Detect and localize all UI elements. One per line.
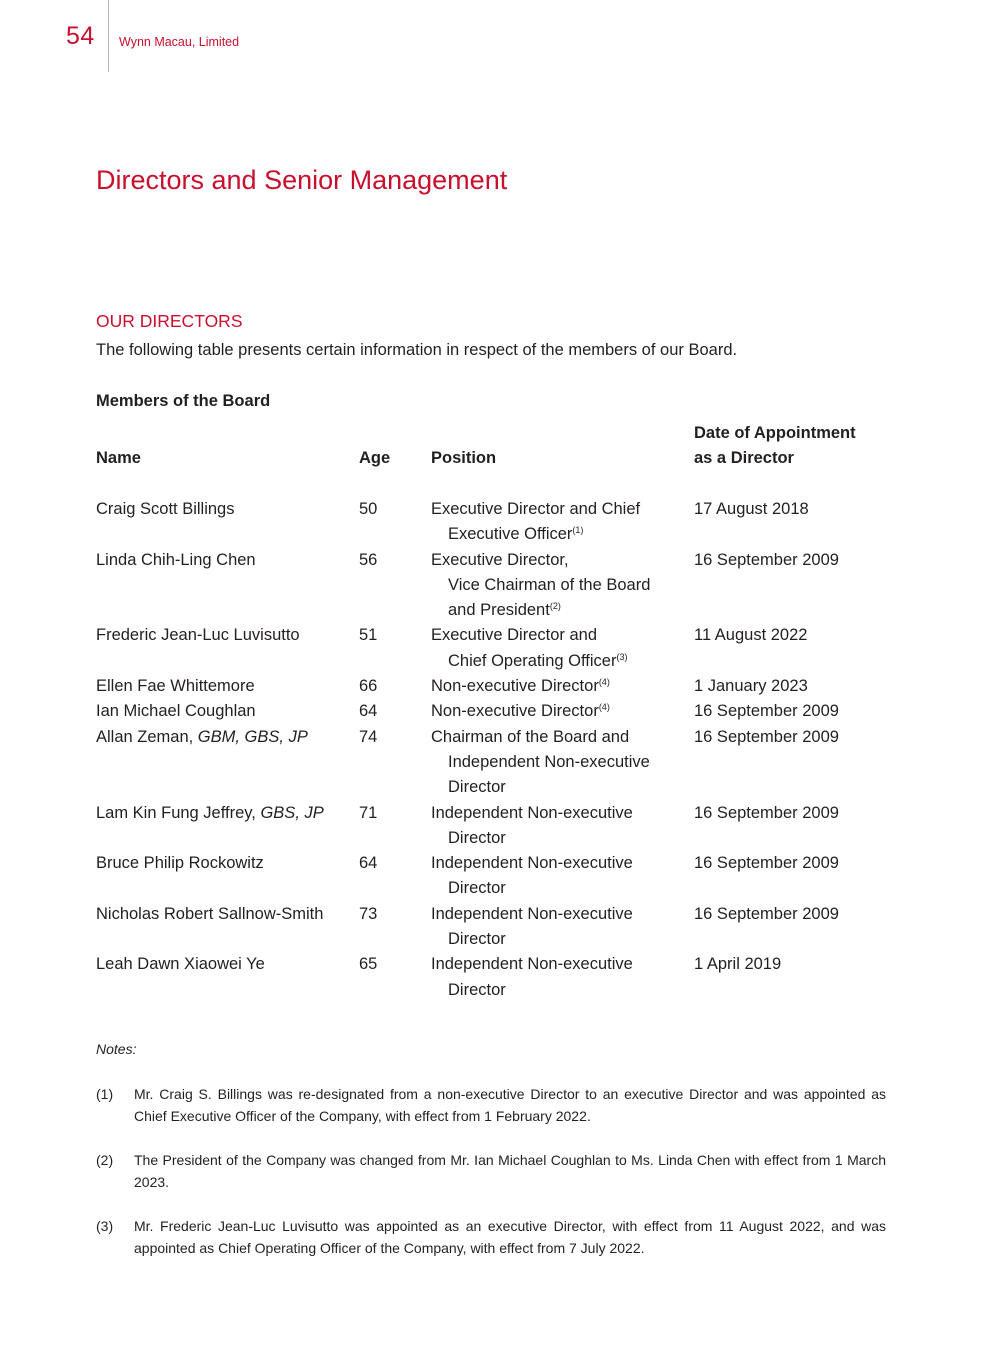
director-name-text: Allan Zeman, bbox=[96, 727, 198, 746]
note-item bbox=[96, 1083, 886, 1127]
page-number: 54 bbox=[66, 22, 95, 50]
note-number: (3) bbox=[96, 1218, 114, 1234]
position-line-text: Executive Director and bbox=[431, 626, 597, 645]
header-date-line1: Date of Appointment bbox=[694, 424, 856, 442]
note-text: Mr. Frederic Jean-Luc Luvisutto was appointed as an executive Director, with effect from 11 August 2022, and was appointed as Chief Operating Officer of the Company, with effect from 7 July 2022. bbox=[134, 1218, 886, 1256]
position-line bbox=[431, 522, 694, 547]
notes-label: Notes: bbox=[96, 1041, 137, 1057]
position-line-text: Director bbox=[448, 879, 506, 898]
director-name bbox=[96, 902, 359, 953]
company-name: Wynn Macau, Limited bbox=[119, 35, 240, 49]
director-age: 64 bbox=[359, 702, 378, 721]
director-position bbox=[431, 497, 694, 548]
director-position bbox=[431, 623, 694, 674]
position-line bbox=[431, 876, 694, 901]
appointment-date: 17 August 2018 bbox=[694, 500, 809, 518]
director-name-text: Ellen Fae Whittemore bbox=[96, 677, 255, 696]
director-name-text: Ian Michael Coughlan bbox=[96, 702, 256, 721]
position-line bbox=[431, 952, 694, 977]
director-name bbox=[96, 497, 359, 548]
director-position bbox=[431, 902, 694, 953]
position-line bbox=[431, 598, 694, 623]
director-age: 66 bbox=[359, 677, 378, 696]
position-line-text: Director bbox=[448, 930, 506, 949]
position-line-text: Director bbox=[448, 828, 506, 847]
appointment-date: 16 September 2009 bbox=[694, 550, 839, 569]
position-line bbox=[431, 902, 694, 927]
director-age: 65 bbox=[359, 955, 378, 974]
position-line bbox=[431, 801, 694, 826]
position-line bbox=[431, 927, 694, 952]
director-age: 71 bbox=[359, 803, 378, 822]
position-line-text: Independent Non-executive bbox=[431, 904, 633, 923]
position-line-text: Chairman of the Board and bbox=[431, 727, 630, 746]
position-line bbox=[431, 649, 694, 674]
table-row bbox=[96, 801, 896, 852]
position-line-text: Independent Non-executive bbox=[431, 955, 633, 974]
director-name bbox=[96, 851, 359, 902]
header-position: Position bbox=[431, 449, 497, 467]
table-row bbox=[96, 952, 896, 1003]
footnote-ref: (4) bbox=[598, 677, 610, 688]
position-line-text: Executive Officer bbox=[448, 525, 573, 544]
position-line-text: Independent Non-executive bbox=[431, 803, 633, 822]
table-row bbox=[96, 623, 896, 674]
position-line bbox=[431, 978, 694, 1003]
table-row bbox=[96, 699, 896, 724]
page-title: Directors and Senior Management bbox=[96, 165, 508, 195]
director-age: 64 bbox=[359, 854, 378, 873]
position-line bbox=[431, 725, 694, 750]
note-number: (2) bbox=[96, 1152, 114, 1168]
position-line-text: Chief Operating Officer bbox=[448, 651, 617, 670]
appointment-date: 16 September 2009 bbox=[694, 727, 839, 746]
director-age: 51 bbox=[359, 626, 378, 645]
position-line bbox=[431, 497, 694, 522]
table-row bbox=[96, 902, 896, 953]
director-name bbox=[96, 548, 359, 624]
director-position bbox=[431, 674, 694, 699]
footnote-ref: (3) bbox=[616, 651, 628, 662]
position-line-text: Director bbox=[448, 778, 506, 797]
director-position bbox=[431, 548, 694, 624]
position-line-text: Director bbox=[448, 980, 506, 999]
director-honours: GBS, JP bbox=[260, 803, 324, 822]
appointment-date: 16 September 2009 bbox=[694, 803, 839, 822]
position-line-text: Vice Chairman of the Board bbox=[448, 575, 651, 594]
position-line bbox=[431, 750, 694, 775]
director-age: 73 bbox=[359, 904, 378, 923]
director-age: 74 bbox=[359, 727, 378, 746]
position-line bbox=[431, 699, 694, 724]
director-name bbox=[96, 952, 359, 1003]
position-line bbox=[431, 775, 694, 800]
director-position bbox=[431, 801, 694, 852]
header-name: Name bbox=[96, 449, 141, 467]
director-name bbox=[96, 623, 359, 674]
note-text: The President of the Company was changed from Mr. Ian Michael Coughlan to Ms. Linda Chen with effect from 1 March 2023. bbox=[134, 1152, 886, 1190]
position-line-text: Executive Director, bbox=[431, 550, 569, 569]
position-line bbox=[431, 548, 694, 573]
director-name bbox=[96, 674, 359, 699]
appointment-date: 1 January 2023 bbox=[694, 677, 808, 696]
director-name-text: Leah Dawn Xiaowei Ye bbox=[96, 955, 265, 974]
section-heading: OUR DIRECTORS bbox=[96, 311, 243, 331]
director-name bbox=[96, 801, 359, 852]
director-name-text: Nicholas Robert Sallnow-Smith bbox=[96, 904, 324, 923]
director-name-text: Linda Chih-Ling Chen bbox=[96, 550, 256, 569]
note-item bbox=[96, 1215, 886, 1259]
appointment-date: 16 September 2009 bbox=[694, 702, 839, 721]
director-age: 56 bbox=[359, 550, 378, 569]
table-subheading: Members of the Board bbox=[96, 392, 271, 410]
header-date bbox=[694, 421, 856, 472]
director-name-text: Frederic Jean-Luc Luvisutto bbox=[96, 626, 300, 645]
header-date-line2: as a Director bbox=[694, 449, 794, 468]
table-row bbox=[96, 851, 896, 902]
position-line-text: Non-executive Director bbox=[431, 702, 599, 721]
header-divider bbox=[108, 0, 109, 72]
position-line-text: Independent Non-executive bbox=[448, 752, 650, 771]
table-body bbox=[96, 497, 896, 1003]
note-number: (1) bbox=[96, 1086, 114, 1102]
section-intro: The following table presents certain information in respect of the members of our Board. bbox=[96, 341, 738, 359]
footnote-ref: (2) bbox=[549, 601, 561, 612]
position-line bbox=[431, 674, 694, 699]
appointment-date: 1 April 2019 bbox=[694, 955, 782, 974]
footnote-ref: (1) bbox=[572, 525, 584, 536]
appointment-date: 16 September 2009 bbox=[694, 904, 839, 923]
note-text: Mr. Craig S. Billings was re-designated from a non-executive Director to an executive Director and was appointed as Chief Executive Officer of the Company, with effect from 1 February 2022. bbox=[134, 1086, 886, 1124]
director-name-text: Bruce Philip Rockowitz bbox=[96, 854, 264, 873]
director-name-text: Lam Kin Fung Jeffrey, bbox=[96, 803, 261, 822]
position-line bbox=[431, 623, 694, 648]
footnote-ref: (4) bbox=[598, 702, 610, 713]
director-position bbox=[431, 952, 694, 1003]
director-position bbox=[431, 851, 694, 902]
director-name bbox=[96, 725, 359, 801]
director-honours: GBM, GBS, JP bbox=[197, 727, 308, 746]
director-age: 50 bbox=[359, 500, 378, 518]
header-age: Age bbox=[359, 449, 391, 467]
position-line-text: Independent Non-executive bbox=[431, 854, 633, 873]
position-line bbox=[431, 826, 694, 851]
appointment-date: 16 September 2009 bbox=[694, 854, 839, 873]
director-name bbox=[96, 699, 359, 724]
table-row bbox=[96, 497, 896, 548]
director-position bbox=[431, 699, 694, 724]
position-line bbox=[431, 851, 694, 876]
position-line-text: Non-executive Director bbox=[431, 677, 599, 696]
position-line-text: Executive Director and Chief bbox=[431, 500, 641, 518]
table-row bbox=[96, 725, 896, 801]
director-position bbox=[431, 725, 694, 801]
appointment-date: 11 August 2022 bbox=[694, 626, 808, 645]
note-item bbox=[96, 1149, 886, 1193]
table-row bbox=[96, 548, 896, 624]
director-name-text: Craig Scott Billings bbox=[96, 500, 235, 518]
position-line bbox=[431, 573, 694, 598]
table-row bbox=[96, 674, 896, 699]
position-line-text: and President bbox=[448, 601, 550, 620]
